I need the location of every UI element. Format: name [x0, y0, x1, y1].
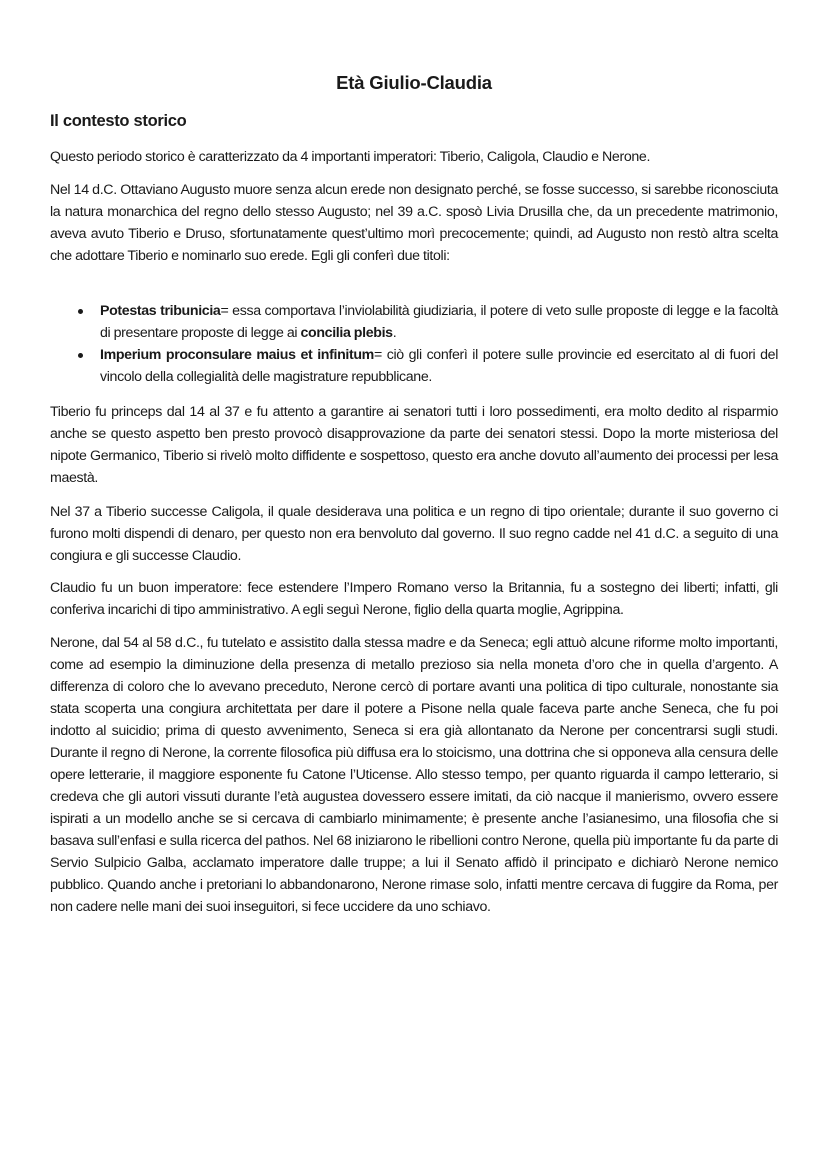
nerone-paragraph: Nerone, dal 54 al 58 d.C., fu tutelato e assistito dalla stessa madre e da Seneca; egli attuò alcune riforme molto importanti, come ad esempio la diminuzione della presenza di metallo prezioso sia nella moneta d’oro che in quella d’argento. A differenza di coloro che lo avevano preceduto, Nerone cercò di portare avanti una politica di tipo culturale, nonostante sia stata scoperta una congiura architettata per dare il potere a Pisone nella quale faceva parte anche Seneca, che fu poi indotto al suicidio; prima di questo avvenimento, Seneca si era già allontanato da Nerone per concentrarsi sugli studi. Durante il regno di Nerone, la corrente filosofica più diffusa era lo stoicismo, una dottrina che si opponeva alla censura delle opere letterarie, il maggiore esponente fu Catone l’Uticense. Allo stesso tempo, per quanto riguarda il campo letterario, si credeva che gli autori vissuti durante l’età augustea dovessero essere imitati, da ciò nacque il manierismo, ovvero essere ispirati a un modello anche se si cercava di cambiarlo minimamente; è presente anche l’asianesimo, una filosofia che si basava sull’enfasi e sulla ricerca del pathos. Nel 68 iniziarono le ribellioni contro Nerone, quella più importante fu da parte di Servio Sulpicio Galba, acclamato imperatore dalle truppe; a lui il Senato affidò il principato e dichiarò Nerone nemico pubblico. Quando anche i pretoriani lo abbandonarono, Nerone rimase solo, infatti mentre cercava di fuggire da Roma, per non cadere nelle mani dei suoi inseguitori, si fece uccidere da uno schiavo.	[50, 635, 778, 915]
titles-list	[50, 300, 778, 388]
title-bold-term: concilia plebis	[300, 325, 393, 341]
title-term: Imperium proconsulare maius et infinitum	[100, 347, 374, 363]
title-term: Potestas tribunicia	[100, 303, 221, 319]
section-heading: Il contesto storico	[50, 112, 187, 130]
list-item	[50, 300, 778, 344]
list-item	[50, 344, 778, 388]
tiberio-paragraph: Tiberio fu princeps dal 14 al 37 e fu attento a garantire ai senatori tutti i loro possedimenti, era molto dedito al risparmio anche se questo aspetto ben presto provocò disapprovazione da parte dei senatori stessi. Dopo la morte misteriosa del nipote Germanico, Tiberio si rivelò molto diffidente e sospettoso, questo era anche dovuto all’aumento dei processi per lesa maestà.	[50, 404, 778, 486]
bullet-icon	[78, 353, 83, 358]
augusto-paragraph: Nel 14 d.C. Ottaviano Augusto muore senza alcun erede non designato perché, se fosse successo, si sarebbe riconosciuta la natura monarchica del regno dello stesso Augusto; nel 39 a.C. sposò Livia Drusilla che, da un precedente matrimonio, aveva avuto Tiberio e Druso, sfortunatamente quest’ultimo morì precocemente; quindi, ad Augusto non restò altra scelta che adottare Tiberio e nominarlo suo erede. Egli gli conferì due titoli:	[50, 182, 778, 264]
bullet-icon	[78, 309, 83, 314]
claudio-paragraph: Claudio fu un buon imperatore: fece estendere l’Impero Romano verso la Britannia, fu a sostegno dei liberti; infatti, gli conferiva incarichi di tipo amministrativo. A egli seguì Nerone, figlio della quarta moglie, Agrippina.	[50, 580, 778, 618]
title-description: = ciò gli conferì il potere sulle provincie ed esercitato al di fuori del vincolo della collegialità delle magistrature repubblicane.	[100, 347, 778, 385]
title-description: = essa comportava l’inviolabilità giudiziaria, il potere di veto sulle proposte di legge e la facoltà di presentare proposte di legge ai	[100, 303, 779, 341]
title-description-end: .	[392, 325, 397, 341]
page-title: Età Giulio-Claudia	[336, 72, 492, 93]
intro-paragraph: Questo periodo storico è caratterizzato da 4 importanti imperatori: Tiberio, Caligola, Claudio e Nerone.	[50, 149, 651, 165]
caligola-paragraph: Nel 37 a Tiberio successe Caligola, il quale desiderava una politica e un regno di tipo orientale; durante il suo governo ci furono molti dispendi di denaro, per questo non era benvoluto dal governo. Il suo regno cadde nel 41 d.C. a seguito di una congiura e gli successe Claudio.	[50, 504, 778, 564]
